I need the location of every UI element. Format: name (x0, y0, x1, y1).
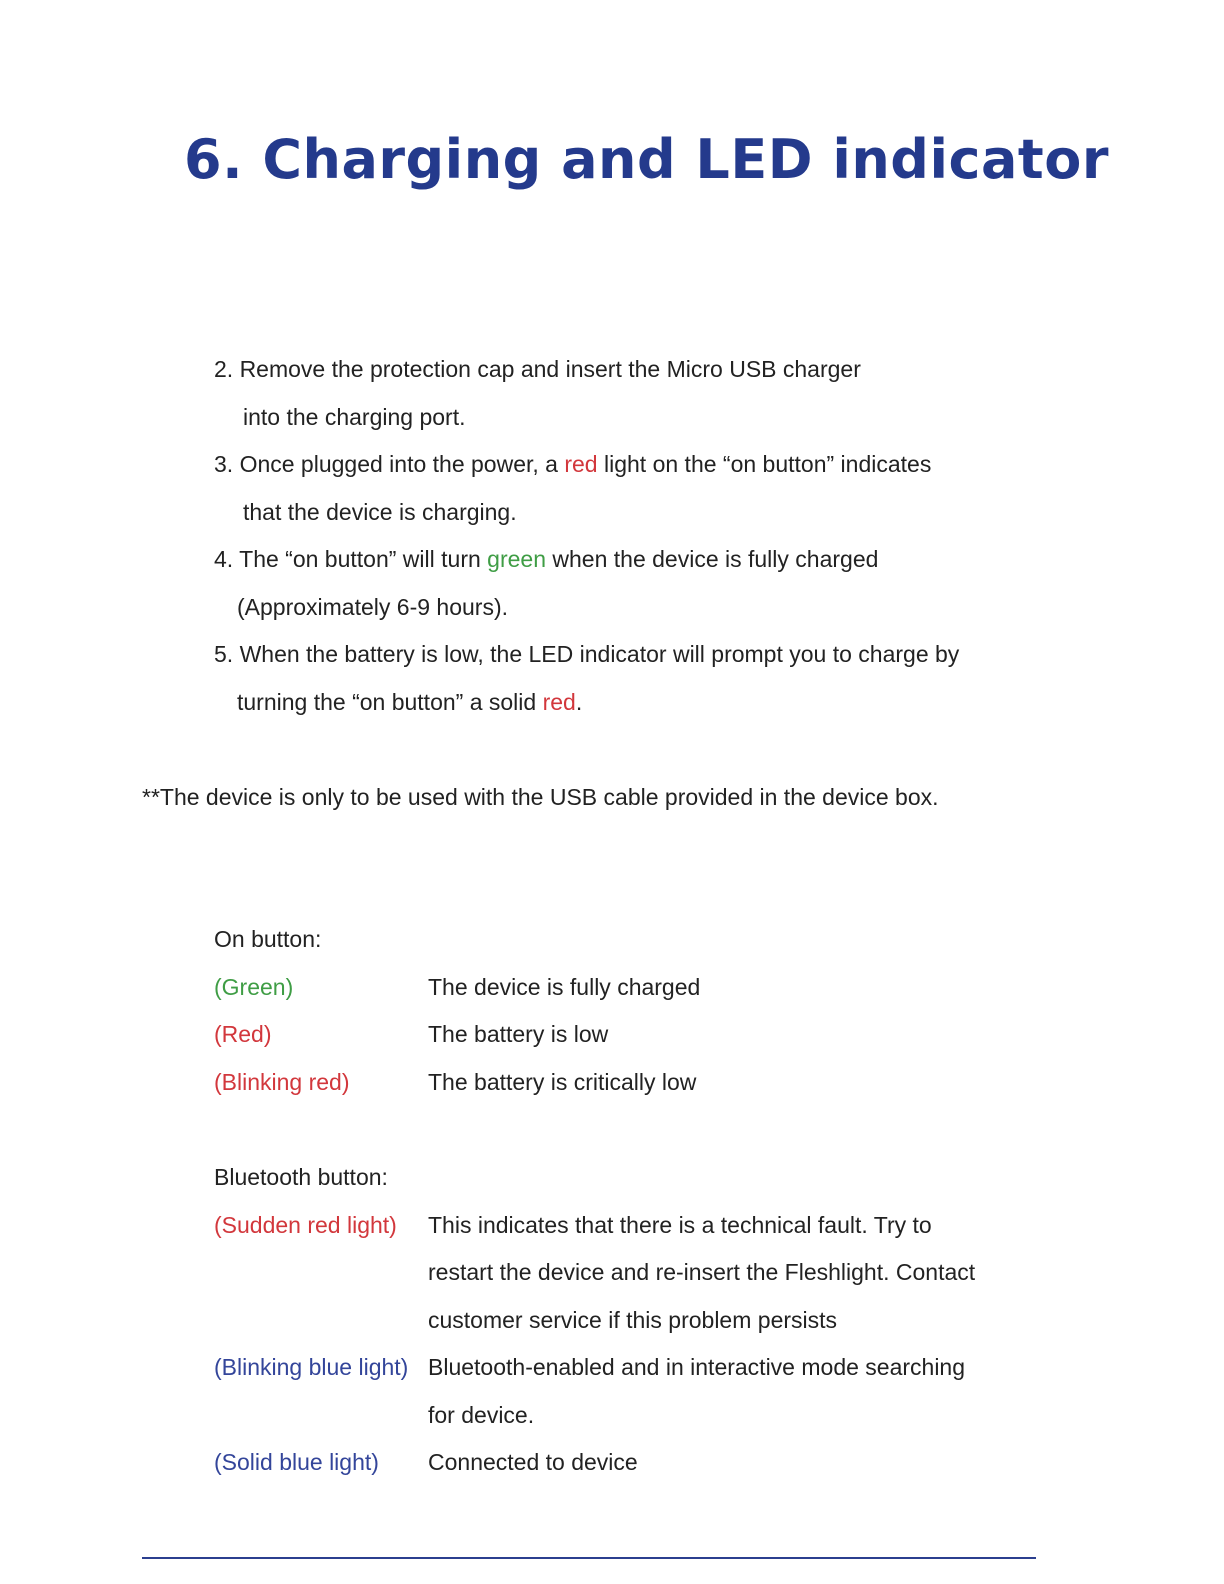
step-5-red-word: red (542, 688, 576, 715)
legend-row-solid-blue (214, 1439, 1014, 1487)
step-3 (214, 441, 1014, 536)
legend-value-blinking-blue-line-1: Bluetooth-enabled and in interactive mode searching (428, 1354, 966, 1380)
legend-value-blinking-blue (428, 1344, 1014, 1439)
legend-row-green (214, 964, 1014, 1012)
legend-key-solid-blue: (Solid blue light) (214, 1449, 379, 1475)
step-5-line-1 (214, 631, 1014, 679)
legend-value-solid-blue (428, 1439, 1014, 1487)
step-2-line-2: into the charging port. (243, 403, 466, 430)
footer-divider (142, 1557, 1036, 1559)
step-4-line-1 (214, 536, 1014, 584)
step-4-text-post: when the device is fully charged (546, 546, 879, 572)
legend-value-red: The battery is low (428, 1021, 609, 1047)
step-4-line-2: (Approximately 6-9 hours). (237, 593, 508, 620)
legend-key-red: (Red) (214, 1021, 272, 1047)
step-5-text: 5. When the battery is low, the LED indicator will prompt you to charge by (214, 641, 960, 667)
legend-value-blinking-red: The battery is critically low (428, 1068, 697, 1095)
step-2-text: 2. Remove the protection cap and insert the Micro USB charger (214, 356, 861, 382)
legend-value-green: The device is fully charged (428, 973, 701, 1000)
legend-key-green: (Green) (214, 973, 294, 1000)
legend-row-sudden-red (214, 1202, 1014, 1345)
step-5-line-2 (214, 679, 1014, 727)
legend-value-sudden-red (428, 1202, 1014, 1345)
step-3-text-post: light on the “on button” indicates (597, 451, 932, 477)
legend-key-blinking-red: (Blinking red) (214, 1068, 350, 1095)
legend-key-blinking-blue: (Blinking blue light) (214, 1354, 409, 1380)
step-5-line-2-post: . (575, 688, 583, 715)
legend-value-sudden-red-line-2: restart the device and re-insert the Fleshlight. Contact (428, 1259, 976, 1285)
step-2 (214, 346, 1014, 441)
step-4-text-pre: 4. The “on button” will turn (214, 546, 488, 572)
step-3-line-1 (214, 441, 1014, 489)
legend-row-blinking-red (214, 1059, 1014, 1107)
on-button-heading: On button: (214, 926, 322, 952)
on-button-legend (214, 916, 1014, 1106)
step-5-line-2-pre: turning the “on button” a solid (237, 688, 543, 715)
bluetooth-button-heading: Bluetooth button: (214, 1164, 388, 1190)
step-3-text-pre: 3. Once plugged into the power, a (214, 451, 565, 477)
legend-value-blinking-blue-line-2: for device. (428, 1401, 535, 1428)
legend-value-solid-blue-line-1: Connected to device (428, 1449, 638, 1475)
legend-key-sudden-red: (Sudden red light) (214, 1211, 397, 1238)
legend-value-sudden-red-line-1: This indicates that there is a technical fault. Try to (428, 1211, 932, 1238)
page-title: 6. Charging and LED indicator (184, 128, 1109, 191)
step-3-line-2: that the device is charging. (243, 498, 517, 525)
step-5 (214, 631, 1014, 726)
usb-cable-note: **The device is only to be used with the USB cable provided in the device box. (142, 784, 939, 810)
step-2-line-1 (214, 346, 1014, 394)
step-3-red-word: red (564, 451, 598, 477)
step-4-green-word: green (487, 546, 546, 572)
legend-value-sudden-red-line-3: customer service if this problem persists (428, 1306, 838, 1333)
legend-row-red (214, 1011, 1014, 1059)
bluetooth-button-legend (214, 1154, 1014, 1487)
charging-steps-list (214, 346, 1014, 726)
legend-row-blinking-blue (214, 1344, 1014, 1439)
step-4 (214, 536, 1014, 631)
